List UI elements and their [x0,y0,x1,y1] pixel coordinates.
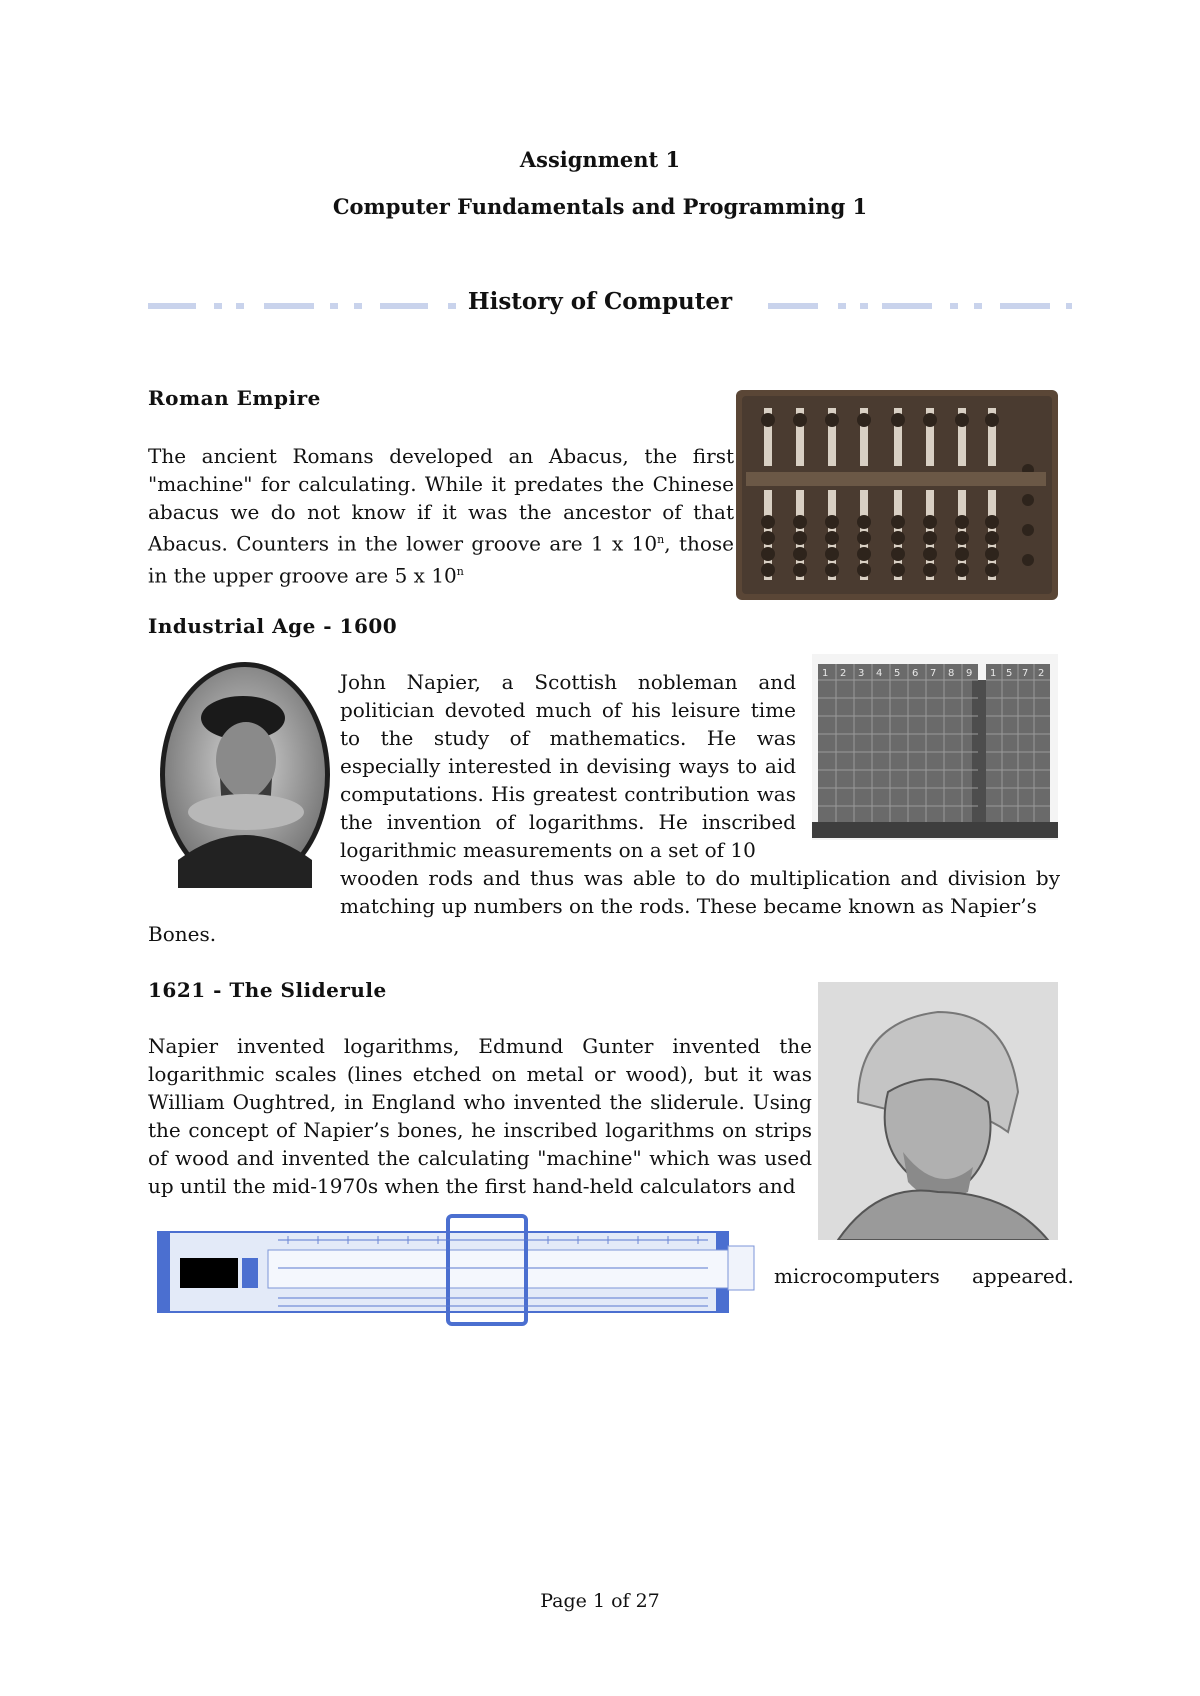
roman-empire-heading: Roman Empire [148,386,321,410]
rod-header-left-9: 9 [966,668,973,679]
sliderule-tail-word-2: appeared. [972,1264,1074,1288]
napier-paragraph-last-line: Bones. [148,922,217,946]
sliderule-tail-word-1: microcomputers [774,1264,940,1288]
rod-header-left-2: 2 [840,668,847,679]
rod-header-right-3: 7 [1022,668,1029,679]
sliderule-heading: 1621 - The Sliderule [148,978,387,1002]
rod-header-left-4: 4 [876,668,883,679]
william-oughtred-portrait [818,982,1058,1240]
rod-header-left-3: 3 [858,668,865,679]
industrial-age-heading: Industrial Age - 1600 [148,614,398,638]
john-napier-portrait [158,660,332,890]
napier-full-width-paragraph: wooden rods and thus was able to do multiplication and division by matching up numbers on the rods. These became known as Napier’s [340,866,1060,918]
rod-header-left-6: 6 [912,668,919,679]
rod-header-right-2: 5 [1006,668,1013,679]
sliderule-paragraph: Napier invented logarithms, Edmund Gunter invented the logarithmic scales (lines etched on metal or wood), but it was William Oughtred, in England who invented the sliderule. Using the concept of Napier’s bones, he inscribed logarithms on strips of wood and invented the calculating "machine" which was used up until the mid-1970s when the first hand-held calculators and [148,1034,812,1198]
rod-header-right-1: 1 [990,668,997,679]
napier-wrapped-paragraph: John Napier, a Scottish nobleman and politician devoted much of his leisure time to the study of mathematics. He was especially interested in devising ways to aid computations. His greatest contribution was the invention of logarithms. He inscribed logarithmic measurements on a set of 10 [340,670,796,862]
page-number: Page 1 of 27 [540,1590,660,1612]
assignment-title: Assignment 1 [519,147,681,172]
roman-empire-paragraph: The ancient Romans developed an Abacus, the first "machine" for calculating. While it predates the Chinese abacus we do not know if it was the ancestor of that Abacus. Counters in the lower groove are 1 x 10$^n$, those in the upper groove are 5 x 10$^n$ [148,444,734,588]
rod-header-right-4: 2 [1038,668,1045,679]
section-title: History of Computer [467,288,733,315]
rod-header-left-5: 5 [894,668,901,679]
rod-header-left-8: 8 [948,668,955,679]
rod-header-left-7: 7 [930,668,937,679]
rod-header-left-1: 1 [822,668,829,679]
napiers-bones-image [812,654,1058,840]
roman-abacus-image [736,390,1058,600]
course-title: Computer Fundamentals and Programming 1 [332,194,868,219]
sliderule-image [148,1206,758,1328]
